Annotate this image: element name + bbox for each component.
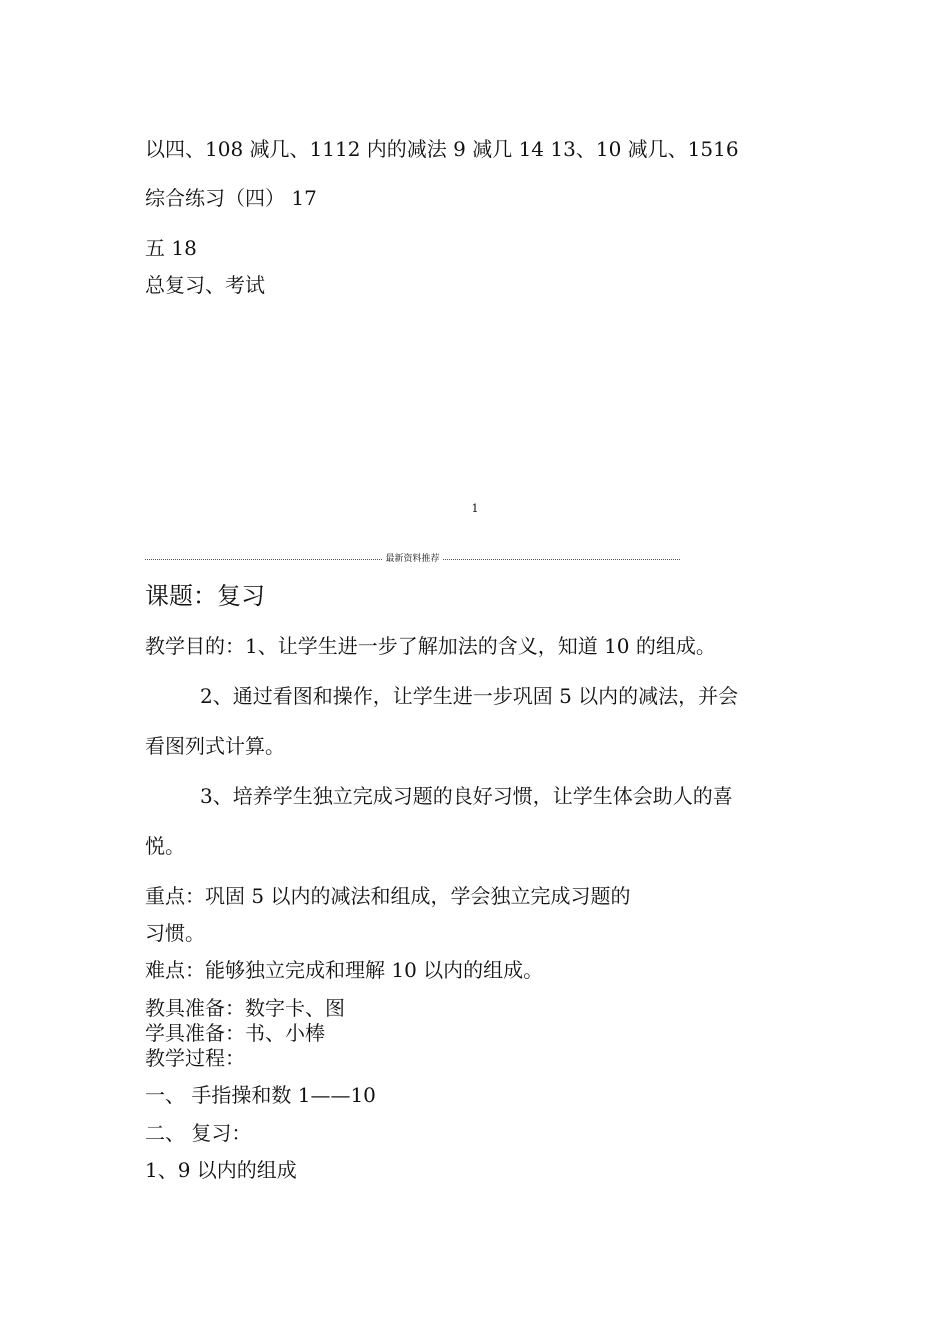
- step-2: 二、 复习：: [145, 1121, 252, 1145]
- key-point-line-b: 习惯。: [145, 921, 205, 945]
- teacher-tools: 教具准备：数字卡、图: [145, 996, 345, 1020]
- process-heading: 教学过程：: [145, 1046, 245, 1070]
- key-point-line-a: 重点：巩固 5 以内的减法和组成，学会独立完成习题的: [145, 884, 631, 908]
- goal-3-line-a: 3、培养学生独立完成习题的良好习惯，让学生体会助人的喜: [200, 784, 733, 808]
- toc-line-2: 综合练习（四） 17: [145, 186, 317, 210]
- lesson-title: 课题：复习: [145, 582, 265, 610]
- toc-line-4: 总复习、考试: [145, 273, 265, 297]
- step-1: 一、 手指操和数 1——10: [145, 1083, 376, 1107]
- goal-2-line-a: 2、通过看图和操作，让学生进一步巩固 5 以内的减法，并会: [200, 684, 739, 708]
- page-number: 1: [471, 502, 479, 515]
- goal-3-line-b: 悦。: [145, 834, 185, 858]
- goal-1: 教学目的：1、让学生进一步了解加法的含义，知道 10 的组成。: [145, 634, 716, 658]
- page-divider: [145, 552, 680, 566]
- goal-2-line-b: 看图列式计算。: [145, 734, 285, 758]
- student-tools: 学具准备：书、小棒: [145, 1021, 325, 1045]
- toc-line-1: 以四、108 减几、1112 内的减法 9 减几 14 13、10 减几、1516: [145, 137, 739, 161]
- divider-label: 最新资料推荐: [385, 554, 440, 564]
- toc-line-3: 五 18: [145, 236, 197, 260]
- step-2-item-1: 1、9 以内的组成: [145, 1158, 297, 1182]
- difficulty: 难点：能够独立完成和理解 10 以内的组成。: [145, 958, 544, 982]
